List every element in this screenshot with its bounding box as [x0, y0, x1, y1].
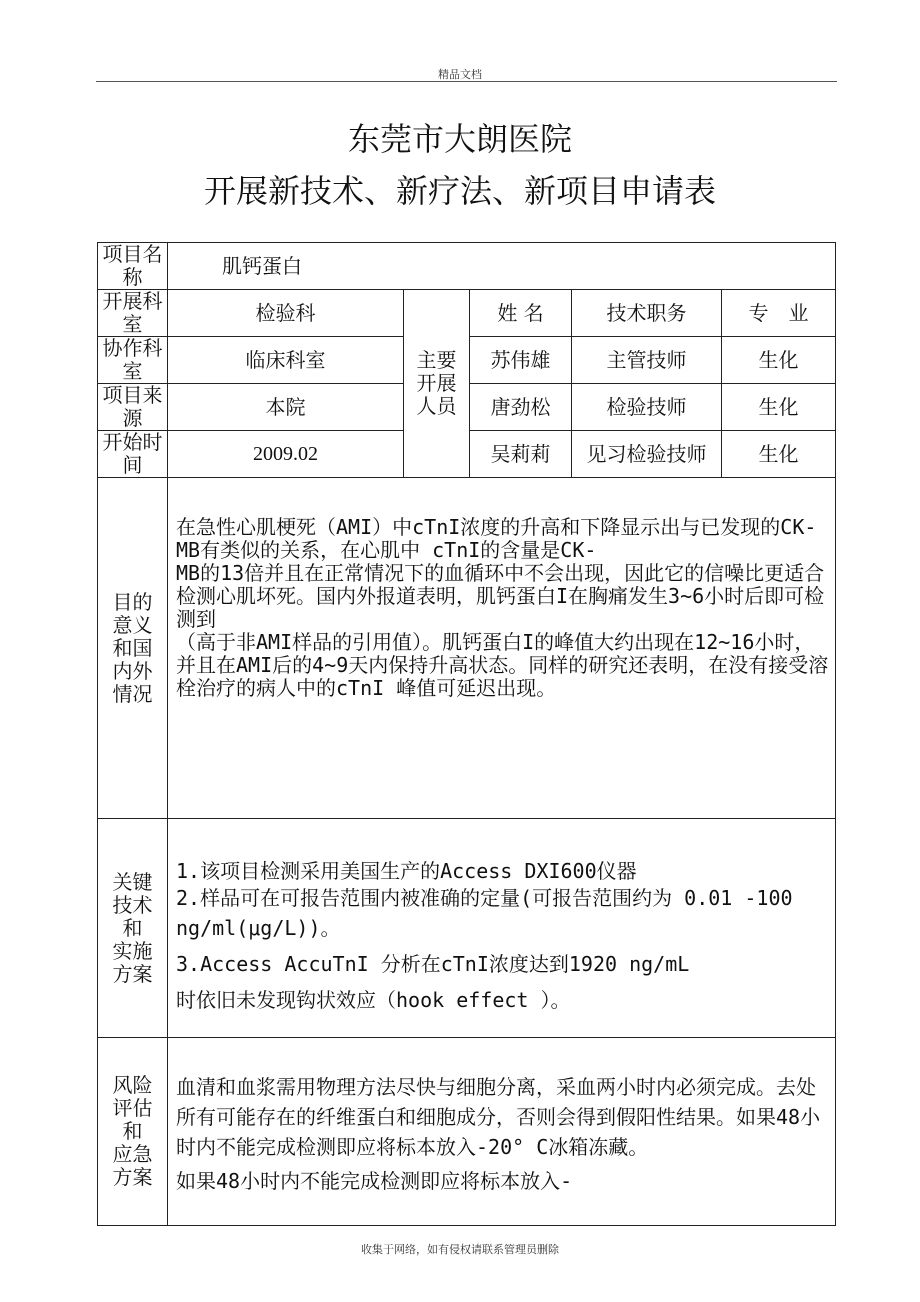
risk-label-1: 风险	[112, 1073, 153, 1097]
start-time-value: 2009.02	[168, 431, 404, 478]
staff-header-major: 专 业	[722, 290, 836, 337]
risk-label	[98, 1038, 168, 1226]
key-tech-label-2: 技术	[112, 892, 153, 917]
staff-label-3: 人员	[416, 394, 457, 418]
key-tech-label-5: 方案	[112, 961, 153, 986]
project-name-value: 肌钙蛋白	[168, 243, 836, 290]
hospital-title: 东莞市大朗医院	[347, 120, 572, 158]
application-form-table	[97, 242, 836, 1226]
staff-major: 生化	[722, 384, 836, 431]
staff-title: 检验技师	[572, 384, 722, 431]
staff-major: 生化	[722, 431, 836, 478]
source-label: 项目来源	[98, 384, 168, 431]
key-tech-paragraph: 时依旧未发现钩状效应（hook effect ）。	[176, 988, 571, 1012]
project-name-label: 项目名称	[98, 243, 168, 290]
staff-name: 吴莉莉	[470, 431, 572, 478]
staff-name: 唐劲松	[470, 384, 572, 431]
key-tech-label-3: 和	[122, 915, 143, 940]
purpose-row	[98, 478, 836, 819]
purpose-paragraph: 在急性心肌梗死（AMI）中cTnI浓度的升高和下降显示出与已发现的CK-MB有类似的关系，在心肌中 cTnI的含量是CK-	[176, 515, 817, 562]
key-tech-row	[98, 819, 836, 1038]
staff-header-name: 姓 名	[470, 290, 572, 337]
purpose-label-1: 目的	[112, 589, 153, 614]
header-divider	[96, 81, 837, 82]
staff-name: 苏伟雄	[470, 337, 572, 384]
purpose-label-4: 内外	[112, 658, 153, 683]
page-footer: 收集于网络，如有侵权请联系管理员删除	[361, 1243, 559, 1256]
purpose-label	[98, 478, 168, 819]
purpose-label-3: 和国	[112, 635, 153, 660]
start-time-label: 开始时间	[98, 431, 168, 478]
coop-dept-label: 协作科室	[98, 337, 168, 384]
coop-dept-value: 临床科室	[168, 337, 404, 384]
key-tech-paragraph: 1.该项目检测采用美国生产的Access DXI600仪器	[176, 859, 637, 883]
risk-paragraph: 如果48小时内不能完成检测即应将标本放入-	[176, 1169, 573, 1193]
dept-label: 开展科室	[98, 290, 168, 337]
purpose-label-2: 意义	[112, 612, 153, 637]
key-tech-label	[98, 819, 168, 1038]
staff-header-title: 技术职务	[572, 290, 722, 337]
page-header: 精品文档	[438, 68, 482, 81]
risk-label-3: 和	[122, 1119, 143, 1143]
staff-title: 见习检验技师	[572, 431, 722, 478]
staff-label-1: 主要	[416, 348, 457, 372]
risk-content	[168, 1038, 836, 1226]
key-tech-paragraph: 3.Access AccuTnI 分析在cTnI浓度达到1920 ng/mL	[176, 952, 690, 976]
risk-paragraph: 血清和血浆需用物理方法尽快与细胞分离，采血两小时内必须完成。去处所有可能存在的纤维蛋白和细胞成分，否则会得到假阳性结果。如果48小时内不能完成检测即应将标本放入-20° C冰箱冻藏。	[176, 1075, 821, 1159]
purpose-paragraph: （高于非AMI样品的引用值）。肌钙蛋白I的峰值大约出现在12~16小时，并且在AMI后的4~9天内保持升高状态。同样的研究还表明，在没有接受溶栓治疗的病人中的cTnI 峰值可延迟出现。	[176, 630, 829, 700]
staff-label	[404, 290, 470, 478]
purpose-label-5: 情况	[112, 681, 153, 706]
risk-label-4: 应急	[112, 1142, 153, 1166]
form-title: 开展新技术、新疗法、新项目申请表	[203, 172, 716, 210]
dept-row	[98, 290, 836, 337]
staff-major: 生化	[722, 337, 836, 384]
risk-label-5: 方案	[112, 1165, 153, 1189]
key-tech-content	[168, 819, 836, 1038]
key-tech-label-1: 关键	[112, 869, 153, 894]
key-tech-label-4: 实施	[112, 938, 153, 963]
project-name-row	[98, 243, 836, 290]
staff-title: 主管技师	[572, 337, 722, 384]
purpose-content	[168, 478, 836, 819]
source-value: 本院	[168, 384, 404, 431]
purpose-paragraph: MB的13倍并且在正常情况下的血循环中不会出现，因此它的信噪比更适合检测心肌坏死。国内外报道表明，肌钙蛋白I在胸痛发生3~6小时后即可检测到	[176, 561, 825, 631]
dept-value: 检验科	[168, 290, 404, 337]
staff-label-2: 开展	[416, 371, 457, 395]
risk-row	[98, 1038, 836, 1226]
key-tech-paragraph: 2.样品可在可报告范围内被准确的定量(可报告范围约为 0.01 -100 ng/ml(μg/L))。	[176, 886, 793, 940]
risk-label-2: 评估	[112, 1096, 153, 1120]
